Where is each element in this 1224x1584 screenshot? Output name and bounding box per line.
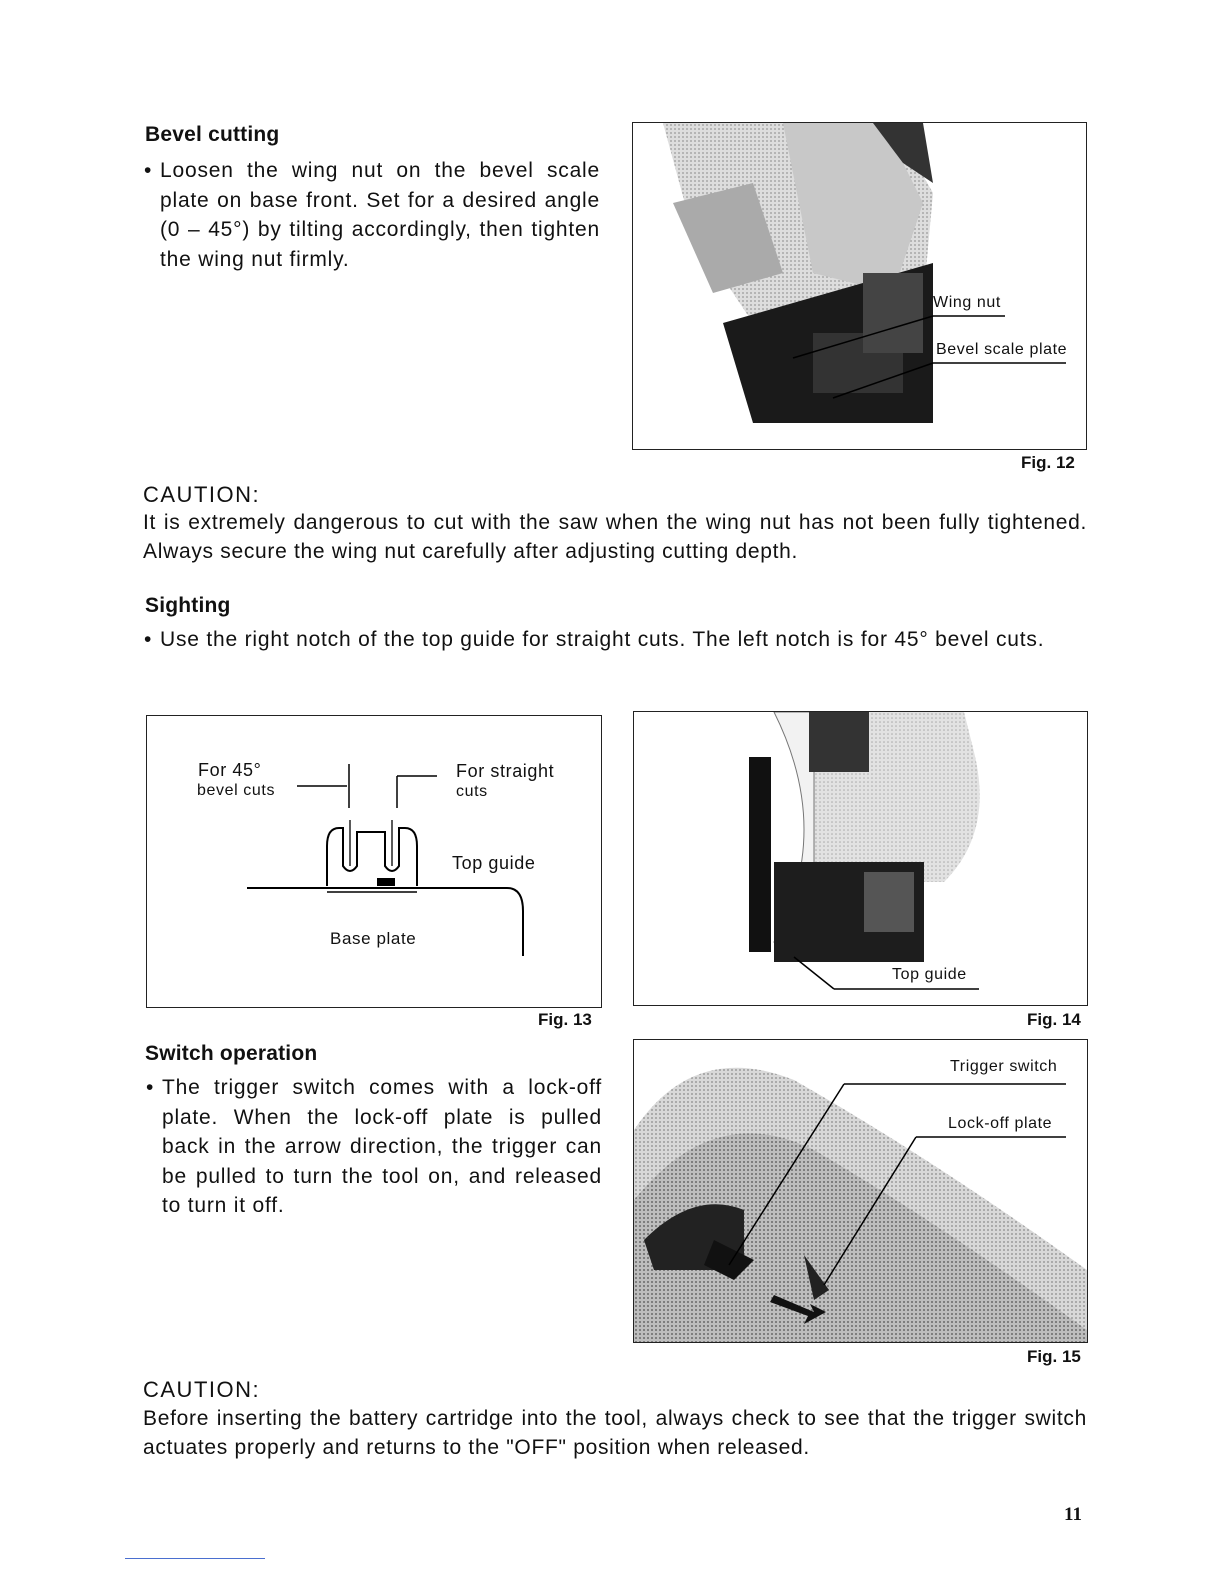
fig14-top-guide-callout: Top guide <box>892 966 967 983</box>
fig12-photo <box>632 122 1087 450</box>
bullet-icon: • <box>146 1076 155 1099</box>
bevel-cutting-heading: Bevel cutting <box>145 123 280 146</box>
fig13-cuts-label: cuts <box>456 783 488 800</box>
fig15-photo <box>633 1039 1088 1343</box>
bullet-icon: • <box>144 628 153 651</box>
fig12-label: Fig. 12 <box>1021 453 1075 472</box>
fig15-trigger-callout: Trigger switch <box>950 1058 1058 1075</box>
sighting-paragraph <box>144 625 1087 655</box>
fig13-bevel-cuts-label: bevel cuts <box>197 782 276 799</box>
fig12-bevel-scale-callout: Bevel scale plate <box>936 341 1068 358</box>
fig13-label: Fig. 13 <box>538 1010 592 1029</box>
fig13-base-plate-label: Base plate <box>330 929 417 948</box>
fig13-straight-label: For straight <box>456 761 555 781</box>
sighting-text: Use the right notch of the top guide for straight cuts. The left notch is for 45° bevel cuts. <box>160 628 1045 651</box>
switch-operation-paragraph <box>146 1073 602 1221</box>
fig14-label: Fig. 14 <box>1027 1010 1081 1029</box>
saw-top-guide-photo-icon <box>634 712 1087 1005</box>
fig12-wing-nut-callout: Wing nut <box>933 294 1001 311</box>
switch-operation-heading: Switch operation <box>145 1042 318 1065</box>
caution-title-1: CAUTION: <box>143 482 261 507</box>
fig15-lockoff-callout: Lock-off plate <box>948 1115 1053 1132</box>
switch-operation-text: The trigger switch comes with a lock-off plate. When the lock-off plate is pulled back in the arrow direction, the trigger can be pulled to turn the tool on, and released to turn it off. <box>162 1076 602 1217</box>
page-number: 11 <box>1064 1504 1082 1525</box>
fig14-photo <box>633 711 1088 1006</box>
fig13-for45-label: For 45° <box>198 760 262 780</box>
fig15-label: Fig. 15 <box>1027 1347 1081 1366</box>
caution-text-2: Before inserting the battery cartridge into the tool, always check to see that the trigger switch actuates properly and returns to the "OFF" position when released. <box>143 1407 1087 1459</box>
footer-divider <box>125 1558 265 1559</box>
bevel-saw-photo-icon <box>633 123 1086 449</box>
bevel-cutting-paragraph <box>144 156 600 274</box>
caution-title-2: CAUTION: <box>143 1377 261 1402</box>
caution-text-1: It is extremely dangerous to cut with the saw when the wing nut has not been fully tightened. Always secure the wing nut carefully after adjusting cutting depth. <box>143 511 1087 563</box>
bevel-cutting-text: Loosen the wing nut on the bevel scale plate on base front. Set for a desired angle (0 – 45°) by tilting accordingly, then tighten the wing nut firmly. <box>160 159 600 271</box>
trigger-switch-photo-icon <box>634 1040 1087 1342</box>
bullet-icon: • <box>144 159 153 182</box>
fig13-top-guide-label: Top guide <box>452 853 536 873</box>
sighting-heading: Sighting <box>145 594 231 617</box>
